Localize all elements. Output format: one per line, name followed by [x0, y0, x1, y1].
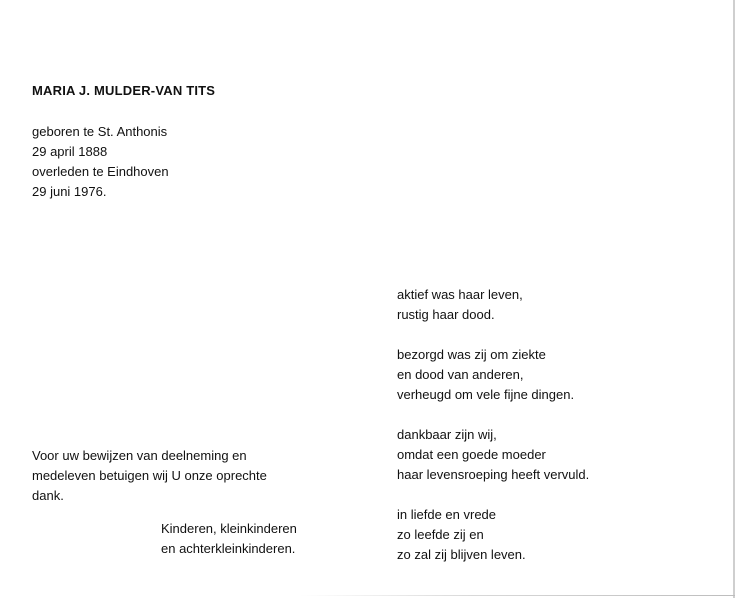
signoff-line: Kinderen, kleinkinderen [161, 521, 297, 536]
thanks-line: dank. [32, 488, 64, 503]
birth-date: 29 april 1888 [32, 144, 108, 159]
poem-stanza [397, 425, 589, 485]
poem-line: en dood van anderen, [397, 367, 524, 382]
poem-line: zo zal zij blijven leven. [397, 547, 526, 562]
thanks-line: Voor uw bewijzen van deelneming en [32, 448, 247, 463]
poem-line: aktief was haar leven, [397, 287, 523, 302]
signoff-line: en achterkleinkinderen. [161, 541, 296, 556]
scan-edge-bottom [300, 595, 735, 596]
poem-line: bezorgd was zij om ziekte [397, 347, 546, 362]
poem [397, 285, 589, 565]
poem-line: omdat een goede moeder [397, 447, 546, 462]
death-date: 29 juni 1976. [32, 184, 107, 199]
family-signoff [161, 519, 297, 559]
poem-stanza [397, 505, 589, 565]
poem-line: rustig haar dood. [397, 307, 495, 322]
deceased-name: MARIA J. MULDER-VAN TITS [32, 83, 216, 98]
poem-line: haar levensroeping heeft vervuld. [397, 467, 590, 482]
birth-place: geboren te St. Anthonis [32, 124, 168, 139]
poem-line: dankbaar zijn wij, [397, 427, 497, 442]
poem-line: zo leefde zij en [397, 527, 484, 542]
poem-stanza [397, 285, 589, 325]
poem-line: in liefde en vrede [397, 507, 497, 522]
thanks-note [32, 446, 267, 506]
poem-line: verheugd om vele fijne dingen. [397, 387, 575, 402]
death-place: overleden te Eindhoven [32, 164, 169, 179]
poem-stanza [397, 345, 589, 405]
life-dates [32, 122, 169, 202]
thanks-line: medeleven betuigen wij U onze oprechte [32, 468, 267, 483]
